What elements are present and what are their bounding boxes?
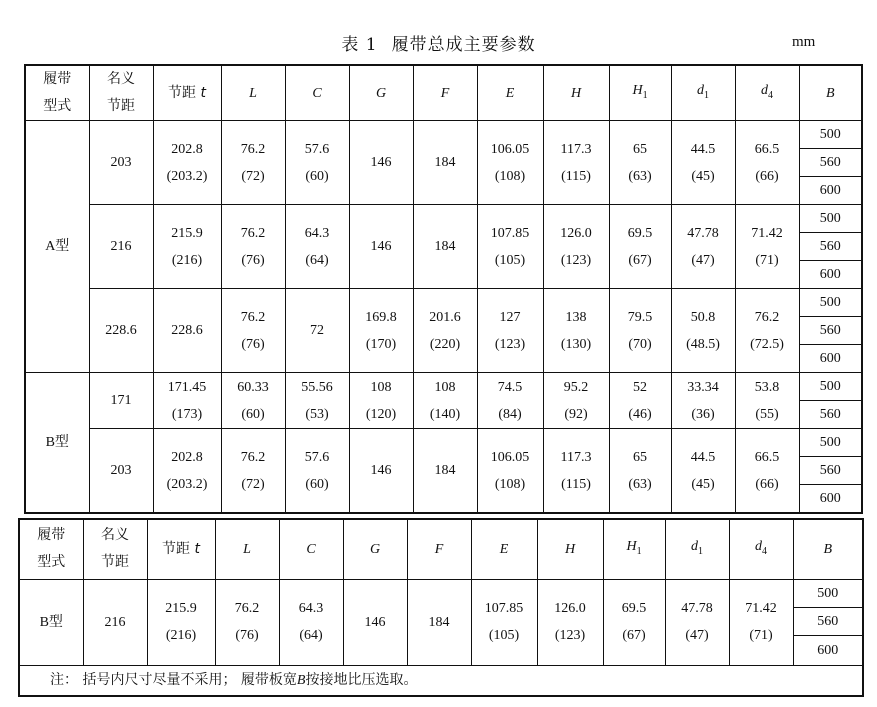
note-text: 注： 括号内尺寸尽量不采用； 履带板宽 (50, 671, 297, 688)
value-cell-h (543, 205, 609, 289)
header-f: F (413, 65, 477, 121)
header-g: G (349, 65, 413, 121)
value-cell-e (477, 429, 543, 514)
header-pitch-label: 节距 t (162, 540, 200, 557)
value-cell-c (285, 373, 349, 429)
value-cell-c (285, 205, 349, 289)
header-pitch-t (153, 65, 221, 121)
group-type-cell: A型 (25, 121, 89, 373)
cell-line: (92) (564, 406, 588, 422)
header-h1: $H_1$ (603, 519, 665, 579)
cell-line: (72) (241, 476, 265, 492)
cell-line: 66.5 (754, 449, 780, 465)
header-nominal-pitch (83, 519, 147, 579)
cell-line: (108) (494, 476, 526, 492)
cell-line: (71) (755, 252, 779, 268)
cell-line: 107.85 (490, 225, 530, 241)
cell-line: (76) (241, 336, 265, 352)
cell-line: (47) (691, 252, 715, 268)
value-cell-c (285, 289, 349, 373)
value-cell-g (349, 205, 413, 289)
value-cell-c (285, 429, 349, 514)
cell-line: 117.3 (560, 141, 592, 157)
cell-line: 215.9 (165, 601, 197, 616)
cell-line: (55) (755, 406, 779, 422)
value-cell-d1 (665, 579, 729, 665)
cell-line: 146 (370, 463, 392, 478)
width-b-cell: 600 (799, 485, 862, 514)
cell-line: (123) (560, 252, 592, 268)
nominal-pitch-cell: 171 (89, 373, 153, 429)
cell-line: 184 (428, 614, 450, 630)
cell-line: 71.42 (751, 225, 783, 241)
value-cell-d4 (735, 429, 799, 514)
cell-line: (123) (494, 336, 526, 352)
value-cell-h (543, 429, 609, 514)
value-cell-t (153, 205, 221, 289)
cell-line: (76) (241, 252, 265, 268)
cell-line: 66.5 (754, 141, 780, 157)
header-e: E (477, 65, 543, 121)
value-cell-g (349, 289, 413, 373)
cell-line: 76.2 (240, 449, 266, 465)
cell-line: 184 (434, 463, 456, 478)
cell-line: 47.78 (687, 225, 719, 241)
cell-line: 184 (434, 239, 456, 254)
header-type (19, 519, 83, 579)
cell-line: 108 (370, 379, 392, 395)
cell-line: 69.5 (621, 601, 647, 616)
value-cell-l (221, 373, 285, 429)
value-cell-d4 (735, 289, 799, 373)
cell-line: (70) (628, 336, 652, 352)
value-cell-g (349, 429, 413, 514)
table-number: 表 1 (341, 35, 378, 55)
cell-line: (67) (622, 628, 646, 643)
value-cell-g (349, 121, 413, 205)
cell-line: 60.33 (237, 379, 269, 395)
width-b-cell: 500 (799, 373, 862, 401)
value-cell-l (221, 289, 285, 373)
width-b-cell: 500 (799, 289, 862, 317)
cell-line: (36) (691, 406, 715, 422)
value-cell-h1 (609, 373, 671, 429)
unit-label: mm (792, 34, 816, 50)
value-cell-t (153, 373, 221, 429)
value-cell-d4 (735, 205, 799, 289)
header-d1: $d_1$ (671, 65, 735, 121)
value-cell-e (471, 579, 537, 665)
cell-line: (47) (685, 628, 709, 643)
value-cell-d1 (671, 205, 735, 289)
nominal-pitch-cell: 203 (89, 121, 153, 205)
cell-line: 169.8 (365, 309, 397, 325)
cell-line: 型式 (43, 99, 72, 114)
cell-line: 履带 (37, 528, 66, 544)
cell-line: (64) (305, 252, 329, 268)
cell-line: (60) (241, 406, 265, 422)
cell-line: (71) (749, 628, 773, 643)
value-cell-l (221, 121, 285, 205)
value-cell-h1 (609, 121, 671, 205)
cell-line: 228.6 (171, 323, 203, 338)
cell-line: (203.2) (166, 476, 208, 492)
header-pitch-t (147, 519, 215, 579)
header-h: H (537, 519, 603, 579)
width-b-cell: 600 (799, 345, 862, 373)
cell-line: (46) (628, 406, 652, 422)
header-d1: $d_1$ (665, 519, 729, 579)
width-b-cell: 560 (799, 401, 862, 429)
table-title (0, 30, 877, 55)
cell-line: (120) (365, 406, 397, 422)
parameter-table-continued (18, 518, 864, 697)
value-cell-h (543, 289, 609, 373)
cell-line: 47.78 (681, 601, 713, 616)
cell-line: 202.8 (171, 449, 203, 465)
value-cell-t (147, 579, 215, 665)
cell-line: 184 (434, 155, 456, 170)
value-cell-g (349, 373, 413, 429)
cell-line: 127 (499, 309, 521, 325)
header-h: H (543, 65, 609, 121)
cell-line: (63) (628, 476, 652, 492)
note-text-end: 按接地比压选取。 (305, 671, 418, 688)
header-c: C (285, 65, 349, 121)
cell-line: 33.34 (687, 379, 719, 395)
cell-line: (76) (235, 628, 259, 643)
value-cell-f (413, 429, 477, 514)
group-type-cell: B型 (25, 373, 89, 514)
cell-line: 126.0 (554, 601, 586, 616)
group-type-cell: B型 (19, 579, 83, 665)
header-l: L (215, 519, 279, 579)
cell-line: (173) (171, 406, 203, 422)
value-cell-f (413, 289, 477, 373)
header-pitch-label: 节距 t (168, 84, 206, 101)
nominal-pitch-cell: 203 (89, 429, 153, 514)
cell-line: (67) (628, 252, 652, 268)
cell-line: 76.2 (240, 225, 266, 241)
nominal-pitch-cell: 216 (83, 579, 147, 665)
cell-line: 44.5 (690, 141, 716, 157)
value-cell-t (153, 429, 221, 514)
cell-line: (105) (488, 628, 520, 643)
cell-line: 节距 (101, 555, 129, 571)
width-b-cell: 500 (799, 205, 862, 233)
value-cell-l (221, 205, 285, 289)
header-type (25, 65, 89, 121)
cell-line: 名义 (107, 72, 135, 87)
cell-line: (216) (171, 252, 203, 268)
header-e: E (471, 519, 537, 579)
cell-line: (48.5) (686, 336, 720, 352)
cell-line: 72 (310, 323, 324, 338)
cell-line: 146 (364, 614, 386, 630)
cell-line: 146 (370, 239, 392, 254)
cell-line: (45) (691, 476, 715, 492)
value-cell-h (543, 373, 609, 429)
cell-line: 57.6 (304, 449, 330, 465)
value-cell-t (153, 121, 221, 205)
cell-line: (72) (241, 168, 265, 184)
value-cell-e (477, 373, 543, 429)
cell-line: 76.2 (240, 141, 266, 157)
cell-line: 95.2 (563, 379, 589, 395)
cell-line: (220) (429, 336, 461, 352)
header-h1: $H_1$ (609, 65, 671, 121)
cell-line: 71.42 (745, 601, 777, 616)
value-cell-d4 (735, 373, 799, 429)
cell-line: 202.8 (171, 141, 203, 157)
cell-line: (66) (755, 476, 779, 492)
value-cell-l (215, 579, 279, 665)
header-d4: $d_4$ (729, 519, 793, 579)
value-cell-g (343, 579, 407, 665)
cell-line: (130) (560, 336, 592, 352)
cell-line: (60) (305, 476, 329, 492)
cell-line: 69.5 (627, 225, 653, 241)
cell-line: (105) (494, 252, 526, 268)
width-b-cell: 500 (793, 579, 863, 607)
width-b-cell: 560 (799, 457, 862, 485)
value-cell-h1 (609, 289, 671, 373)
cell-line: (45) (691, 168, 715, 184)
width-b-cell: 560 (799, 317, 862, 345)
value-cell-h1 (603, 579, 665, 665)
value-cell-e (477, 289, 543, 373)
cell-line: 117.3 (560, 449, 592, 465)
value-cell-f (407, 579, 471, 665)
value-cell-t (153, 289, 221, 373)
cell-line: 76.2 (240, 309, 266, 325)
cell-line: 55.56 (301, 379, 333, 395)
nominal-pitch-cell: 216 (89, 205, 153, 289)
width-b-cell: 600 (793, 635, 863, 665)
cell-line: 215.9 (171, 225, 203, 241)
nominal-pitch-cell: 228.6 (89, 289, 153, 373)
header-f: F (407, 519, 471, 579)
cell-line: (108) (494, 168, 526, 184)
header-b: B (793, 519, 863, 579)
width-b-cell: 500 (799, 429, 862, 457)
cell-line: (170) (365, 336, 397, 352)
width-b-cell: 560 (799, 149, 862, 177)
table-note (19, 665, 863, 696)
width-b-cell: 500 (799, 121, 862, 149)
cell-line: 64.3 (304, 225, 330, 241)
value-cell-d1 (671, 289, 735, 373)
cell-line: (203.2) (166, 168, 208, 184)
cell-line: (72.5) (750, 336, 784, 352)
value-cell-f (413, 121, 477, 205)
header-l: L (221, 65, 285, 121)
cell-line: 50.8 (690, 309, 716, 325)
cell-line: (63) (628, 168, 652, 184)
value-cell-h (543, 121, 609, 205)
cell-line: (60) (305, 168, 329, 184)
value-cell-l (221, 429, 285, 514)
width-b-cell: 600 (799, 177, 862, 205)
cell-line: (140) (429, 406, 461, 422)
cell-line: 146 (370, 155, 392, 170)
header-nominal-pitch (89, 65, 153, 121)
value-cell-f (413, 373, 477, 429)
cell-line: 型式 (37, 555, 66, 571)
cell-line: 126.0 (560, 225, 592, 241)
cell-line: (115) (561, 476, 591, 492)
header-b: B (799, 65, 862, 121)
cell-line: (115) (561, 168, 591, 184)
cell-line: 76.2 (754, 309, 780, 325)
cell-line: 65 (633, 141, 647, 157)
value-cell-c (285, 121, 349, 205)
cell-line: 106.05 (490, 449, 530, 465)
cell-line: 57.6 (304, 141, 330, 157)
value-cell-d1 (671, 121, 735, 205)
cell-line: (64) (299, 628, 323, 643)
parameter-table (24, 64, 863, 514)
cell-line: 64.3 (298, 601, 324, 616)
cell-line: 79.5 (627, 309, 653, 325)
cell-line: 201.6 (429, 309, 461, 325)
value-cell-h (537, 579, 603, 665)
cell-line: 65 (633, 449, 647, 465)
value-cell-d1 (671, 373, 735, 429)
header-g: G (343, 519, 407, 579)
cell-line: 106.05 (490, 141, 530, 157)
cell-line: (84) (498, 406, 522, 422)
value-cell-d1 (671, 429, 735, 514)
cell-line: 53.8 (754, 379, 780, 395)
cell-line: 74.5 (497, 379, 523, 395)
header-d4: $d_4$ (735, 65, 799, 121)
value-cell-d4 (735, 121, 799, 205)
note-variable: B (296, 672, 306, 688)
value-cell-h1 (609, 429, 671, 514)
cell-line: (216) (165, 628, 197, 643)
value-cell-d4 (729, 579, 793, 665)
cell-line: 108 (434, 379, 456, 395)
cell-line: (53) (305, 406, 329, 422)
cell-line: 52 (633, 379, 647, 395)
value-cell-c (279, 579, 343, 665)
header-c: C (279, 519, 343, 579)
cell-line: (123) (554, 628, 586, 643)
width-b-cell: 560 (793, 607, 863, 635)
value-cell-e (477, 205, 543, 289)
table-caption: 履带总成主要参数 (391, 35, 536, 55)
cell-line: 44.5 (690, 449, 716, 465)
width-b-cell: 560 (799, 233, 862, 261)
value-cell-f (413, 205, 477, 289)
cell-line: 76.2 (234, 601, 260, 616)
cell-line: 138 (565, 309, 587, 325)
value-cell-h1 (609, 205, 671, 289)
cell-line: 履带 (43, 72, 72, 87)
value-cell-e (477, 121, 543, 205)
width-b-cell: 600 (799, 261, 862, 289)
cell-line: (66) (755, 168, 779, 184)
cell-line: 171.45 (167, 379, 207, 395)
cell-line: 名义 (101, 528, 129, 544)
cell-line: 节距 (107, 99, 135, 114)
cell-line: 107.85 (484, 601, 524, 616)
